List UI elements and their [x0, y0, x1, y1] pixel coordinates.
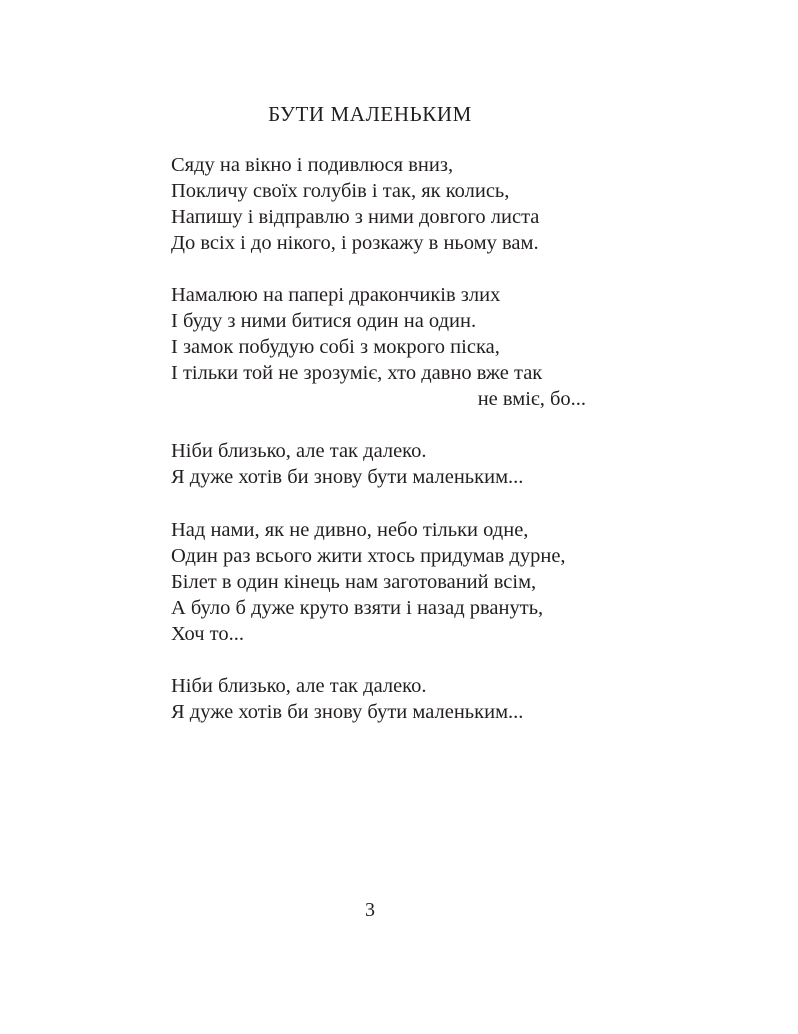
page-title: БУТИ МАЛЕНЬКИМ	[268, 102, 472, 126]
poem-line: Напишу і відправлю з ними довгого листа	[171, 206, 540, 228]
poem-line: Я дуже хотів би знову бути маленьким...	[171, 701, 524, 723]
poem-line: Намалюю на папері дракончиків злих	[171, 284, 501, 306]
poem-line: Покличу своїх голубів і так, як колись,	[171, 180, 510, 202]
poem-line-continuation: не вміє, бо...	[477, 388, 586, 410]
poem-line: Хоч то...	[171, 623, 244, 645]
poem-line: Сяду на вікно і подивлюся вниз,	[171, 154, 454, 176]
page-number: 3	[365, 899, 375, 921]
stanza-1	[171, 152, 591, 256]
stanza-2	[171, 282, 591, 412]
poem-line: До всіх і до нікого, і розкажу в ньому вам.	[171, 232, 539, 254]
stanza-5-refrain	[171, 673, 591, 725]
poem-line: І замок побудую собі з мокрого піска,	[171, 336, 500, 358]
poem-line: І буду з ними битися один на один.	[171, 310, 477, 332]
poem-line: І тільки той не зрозуміє, хто давно вже так	[171, 362, 543, 384]
poem-line: Один раз всього жити хтось придумав дурне,	[171, 545, 566, 567]
stanza-3-refrain	[171, 438, 591, 490]
poem-line: Білет в один кінець нам заготований всім,	[171, 571, 537, 593]
poem-line: Ніби близько, але так далеко.	[171, 675, 427, 697]
poem-line: Я дуже хотів би знову бути маленьким...	[171, 466, 524, 488]
poem-line: Над нами, як не дивно, небо тільки одне,	[171, 519, 529, 541]
poem-line: Ніби близько, але так далеко.	[171, 440, 427, 462]
poem-line: А було б дуже круто взяти і назад рвануть,	[171, 597, 544, 619]
stanza-4	[171, 517, 591, 647]
poem-body	[171, 152, 591, 751]
